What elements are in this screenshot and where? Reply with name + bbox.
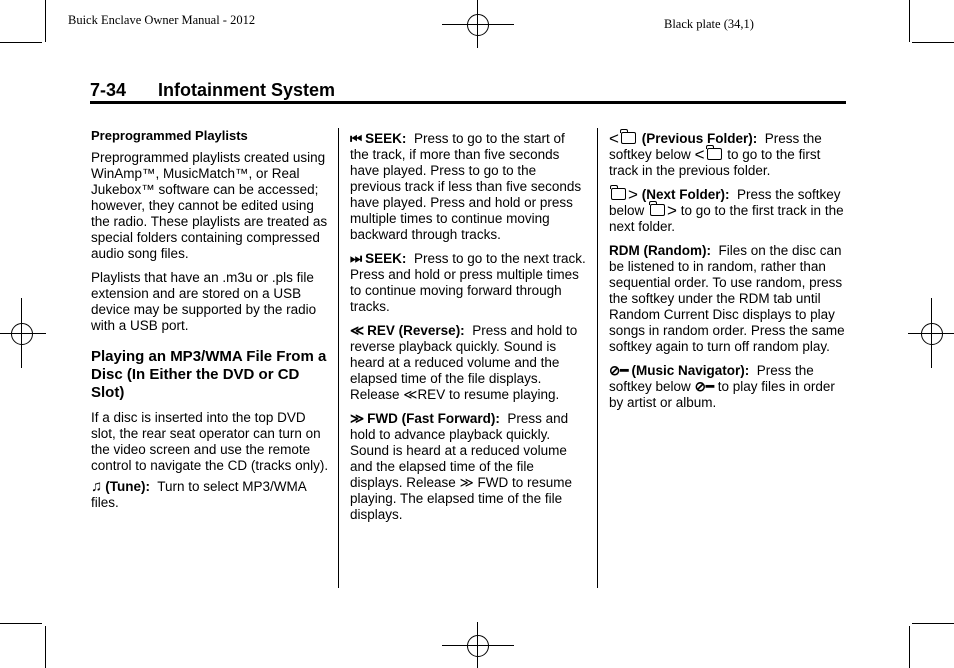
reverse-paragraph: [350, 323, 587, 403]
registration-mark-left: [0, 298, 46, 368]
crop-mark: [45, 626, 46, 668]
crop-mark: [912, 623, 954, 624]
reverse-icon: ≪: [350, 323, 365, 338]
crop-mark: [909, 626, 910, 668]
seek-back-icon: ⏮: [350, 131, 363, 146]
section-title: Infotainment System: [158, 80, 336, 100]
seek-back-text: Press to go to the start of the track, if more than five seconds have played. Press to go to the previous track if less than five seconds have played. Press and hold or press multiple times to continue moving backward through tracks.: [350, 131, 582, 242]
previous-folder-paragraph: [609, 131, 846, 179]
column-3: [609, 131, 846, 419]
next-folder-text-2: to go to the first track in the next folder.: [609, 203, 844, 234]
previous-folder-label: (Previous Folder):: [641, 131, 758, 146]
seek-back-paragraph: [350, 131, 587, 243]
fast-forward-icon: ≫: [459, 475, 474, 490]
previous-folder-text-2: to go to the first track in the previous folder.: [609, 147, 821, 178]
column-divider: [338, 128, 339, 588]
registration-mark-bottom: [442, 622, 514, 668]
column-2: [350, 131, 587, 531]
paragraph: Preprogrammed playlists created using WinAmp™, MusicMatch™, or Real Jukebox™ software can be accessed; however, they cannot be edited using the radio. These playlists are treated as special folders containing compressed audio song files.: [91, 150, 328, 261]
next-folder-paragraph: [609, 187, 846, 235]
crop-mark: [909, 0, 910, 42]
chevron-left-icon: <: [694, 145, 705, 164]
manual-title: Buick Enclave Owner Manual - 2012: [68, 13, 256, 27]
crop-mark: [0, 623, 42, 624]
crop-mark: [912, 42, 954, 43]
crop-mark: [0, 42, 42, 43]
reverse-label: REV (Reverse):: [367, 323, 465, 338]
heading-preprogrammed-playlists: Preprogrammed Playlists: [91, 128, 248, 143]
chevron-left-icon: <: [609, 129, 619, 148]
next-folder-label: (Next Folder):: [641, 187, 730, 202]
seek-forward-icon: ⏭: [350, 251, 363, 266]
folder-icon: [707, 148, 722, 160]
random-text: Files on the disc can be listened to in random, rather than sequential order. To use random, press the softkey under the RDM tab until Random Current Disc displays to play songs in random order. Press the same softkey again to turn off random play.: [609, 243, 845, 354]
subheading-playing-mp3: Playing an MP3/WMA File From a Disc (In Either the DVD or CD Slot): [91, 348, 327, 401]
paragraph: Playlists that have an .m3u or .pls file extension and are stored on a USB device may be supported by the radio with a USB port.: [91, 270, 317, 333]
reverse-text: Press and hold to reverse playback quickly. Sound is heard at a reduced volume and the elapsed time of the file displays. Release: [350, 323, 578, 402]
folder-icon: [611, 188, 626, 200]
tune-label: (Tune):: [105, 479, 150, 494]
reverse-icon: ≪: [403, 387, 418, 402]
registration-mark-top: [442, 0, 514, 48]
seek-forward-text: Press to go to the next track. Press and hold or press multiple times to continue moving forward through tracks.: [350, 251, 586, 314]
music-navigator-icon: ⊘━: [609, 363, 629, 378]
music-navigator-label: (Music Navigator):: [631, 363, 750, 378]
fast-forward-text: Press and hold to advance playback quickly. Sound is heard at a reduced volume and the elapsed time of the file displays. Release: [350, 411, 569, 490]
folder-icon: [621, 132, 636, 144]
registration-mark-right: [908, 298, 954, 368]
column-divider: [597, 128, 598, 588]
fast-forward-label: FWD (Fast Forward):: [367, 411, 500, 426]
next-folder-text: Press the softkey below: [609, 187, 841, 218]
reverse-text-2: REV to resume playing.: [417, 387, 560, 402]
column-1: [91, 128, 331, 519]
fast-forward-paragraph: [350, 411, 587, 523]
plate-label: Black plate (34,1): [664, 17, 754, 31]
paragraph: If a disc is inserted into the top DVD slot, the rear seat operator can turn on the video screen and use the remote control to navigate the CD (tracks only).: [91, 410, 329, 473]
section-number: 7-34: [90, 80, 127, 100]
chevron-right-icon: >: [667, 201, 677, 220]
music-navigator-text: Press the softkey below: [609, 363, 814, 394]
seek-forward-paragraph: [350, 251, 587, 315]
seek-forward-label: SEEK:: [365, 251, 407, 266]
random-label: RDM (Random):: [609, 243, 711, 258]
tune-paragraph: [91, 479, 331, 511]
crop-mark: [45, 0, 46, 42]
tune-text: Turn to select MP3/WMA files.: [91, 479, 307, 510]
fast-forward-icon: ≫: [350, 411, 365, 426]
fast-forward-text-2: FWD to resume playing. The elapsed time of the file displays.: [350, 475, 572, 522]
previous-folder-text: Press the softkey below: [609, 131, 822, 162]
header-rule: [90, 101, 846, 104]
folder-icon: [650, 204, 665, 216]
music-navigator-paragraph: [609, 363, 846, 411]
chevron-right-icon: >: [628, 185, 638, 204]
tune-note-icon: ♫: [91, 478, 103, 495]
random-paragraph: [609, 243, 846, 355]
music-navigator-text-2: to play files in order by artist or album.: [609, 379, 835, 410]
seek-back-label: SEEK:: [365, 131, 407, 146]
music-navigator-icon: ⊘━: [694, 379, 715, 394]
